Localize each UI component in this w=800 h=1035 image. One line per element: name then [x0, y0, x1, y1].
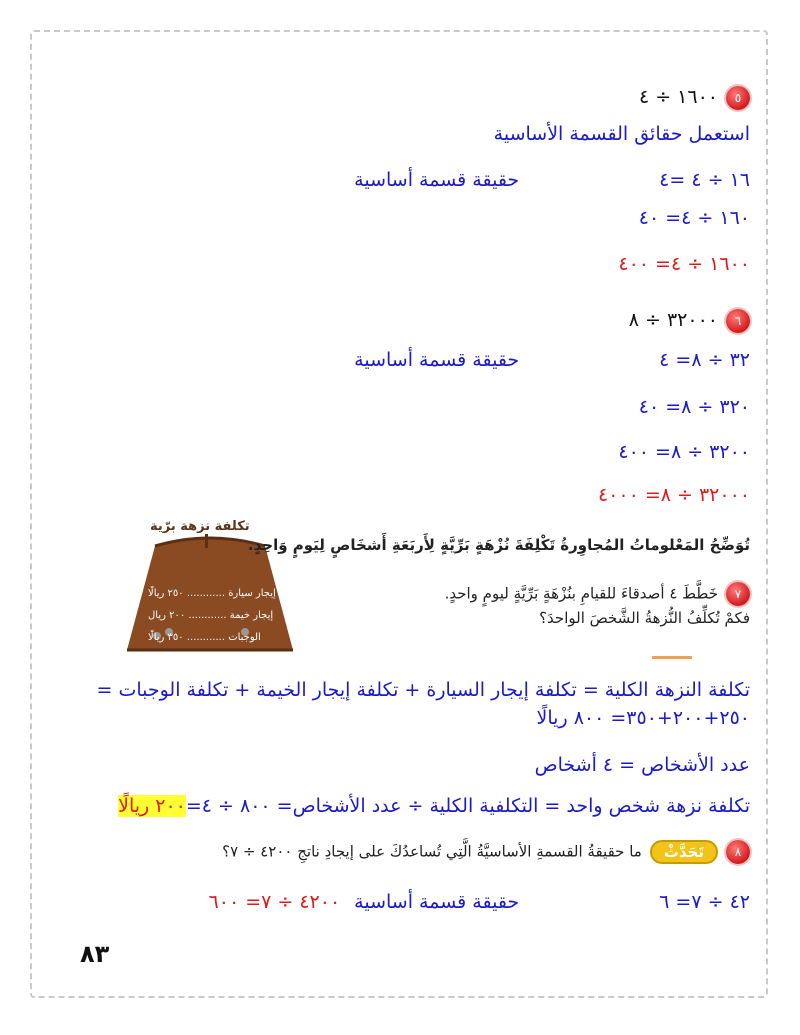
q8-answer [209, 890, 750, 914]
total-cost-line-1: تكلفة النزهة الكلية = تكلفة إيجار السيارة + تكلفة إيجار الخيمة + تكلفة الوجبات = [96, 679, 750, 701]
question-badge: ٦ [726, 309, 750, 333]
tent-row-meals: الوجبات ............ ٣٥٠ ريالًا [148, 632, 261, 643]
book-intro: تُوَضِّحُ المَعْلوماتُ المُجاوِرةُ تَكْلِفَةَ نُزْهَةٍ بَرِّيَّةٍ لِأَربَعَةِ أَشخَاصٍ لِيَومٍ وَاحِدٍ. [247, 536, 750, 554]
q6-step-1 [354, 348, 750, 372]
per-person-cost [118, 794, 750, 818]
question-badge: ٥ [726, 86, 750, 110]
question-8-text: ما حقيقةُ القسمةِ الأساسيَّةُ الَّتِي تُساعدُكَ على إيجادِ ناتجِ ٤٢٠٠ ÷ ٧؟ [222, 842, 642, 861]
q6-step-3: ٣٢٠٠ ÷ ٨= ٤٠٠ [618, 441, 750, 463]
question-7-text: خَطَّطَ ٤ أصدقاءَ للقيامِ بنُزْهَةٍ بَرِّيَّةٍ ليومٍ واحدٍ. [444, 584, 718, 603]
question-badge: ٨ [726, 840, 750, 864]
q6-step-1-equation: ٣٢ ÷ ٨= ٤ [659, 349, 750, 371]
people-count: عدد الأشخاص = ٤ أشخاص [534, 754, 750, 776]
tent-row-value: ٣٥٠ ريالًا [148, 632, 184, 643]
tent-row-label: إيجار سيارة [228, 588, 276, 599]
tent-row-value: ٢٠٠ ريال [148, 610, 186, 621]
q6-step-2: ٣٢٠ ÷ ٨= ٤٠ [638, 396, 750, 418]
total-cost-line-2: ٢٥٠+٢٠٠+٣٥٠= ٨٠٠ ريالًا [536, 707, 750, 729]
q6-step-1-label: حقيقة قسمة أساسية [354, 349, 520, 371]
q5-step-2: ١٦٠ ÷ ٤= ٤٠ [638, 207, 750, 229]
question-5-problem: ١٦٠٠ ÷ ٤ [638, 86, 718, 108]
talk-badge: تَحَدَّثْ [650, 840, 718, 864]
q5-step-1-label: حقيقة قسمة أساسية [354, 169, 520, 191]
tent-row-label: إيجار خيمة [229, 610, 274, 621]
question-8 [222, 840, 750, 864]
page-number: ٨٣ [80, 940, 110, 968]
tent-title: تكلفة نزهة برّية [150, 519, 250, 534]
q5-step-1-equation: ١٦ ÷ ٤ =٤ [659, 169, 750, 191]
question-7-line-2: فكمْ تُكلِّفُ النُّزهةُ الشَّخصَ الواحدَ؟ [539, 609, 750, 627]
q6-step-4: ٣٢٠٠٠ ÷ ٨= ٤٠٠٠ [597, 484, 750, 506]
per-person-text: تكلفة نزهة شخص واحد = التكلفية الكلية ÷ عدد الأشخاص= ٨٠٠ ÷ ٤= [185, 795, 750, 817]
question-7-line-1 [445, 582, 750, 606]
tent-row-car: إيجار سيارة ............ ٢٥٠ ريالًا [148, 588, 276, 599]
q8-answer-result: ٤٢٠٠ ÷ ٧= ٦٠٠ [208, 891, 341, 913]
question-badge: ٧ [726, 582, 750, 606]
q8-answer-equation: ٤٢ ÷ ٧= ٦ [659, 891, 750, 913]
question-6 [629, 308, 750, 333]
per-person-answer: ٢٠٠ ريالًا [118, 795, 186, 817]
q8-answer-label: حقيقة قسمة أساسية [354, 891, 520, 913]
tent-row-label: الوجبات [228, 632, 261, 643]
instruction-use-facts: استعمل حقائق القسمة الأساسية [493, 123, 750, 145]
tent-row-tent: إيجار خيمة ............ ٢٠٠ ريال [148, 610, 274, 621]
question-5 [639, 85, 750, 110]
decorative-line [652, 656, 692, 659]
q5-step-1 [354, 168, 750, 192]
question-6-problem: ٣٢٠٠٠ ÷ ٨ [628, 309, 718, 331]
q5-step-3: ١٦٠٠ ÷ ٤= ٤٠٠ [618, 253, 750, 275]
tent-row-value: ٢٥٠ ريالًا [148, 588, 184, 599]
